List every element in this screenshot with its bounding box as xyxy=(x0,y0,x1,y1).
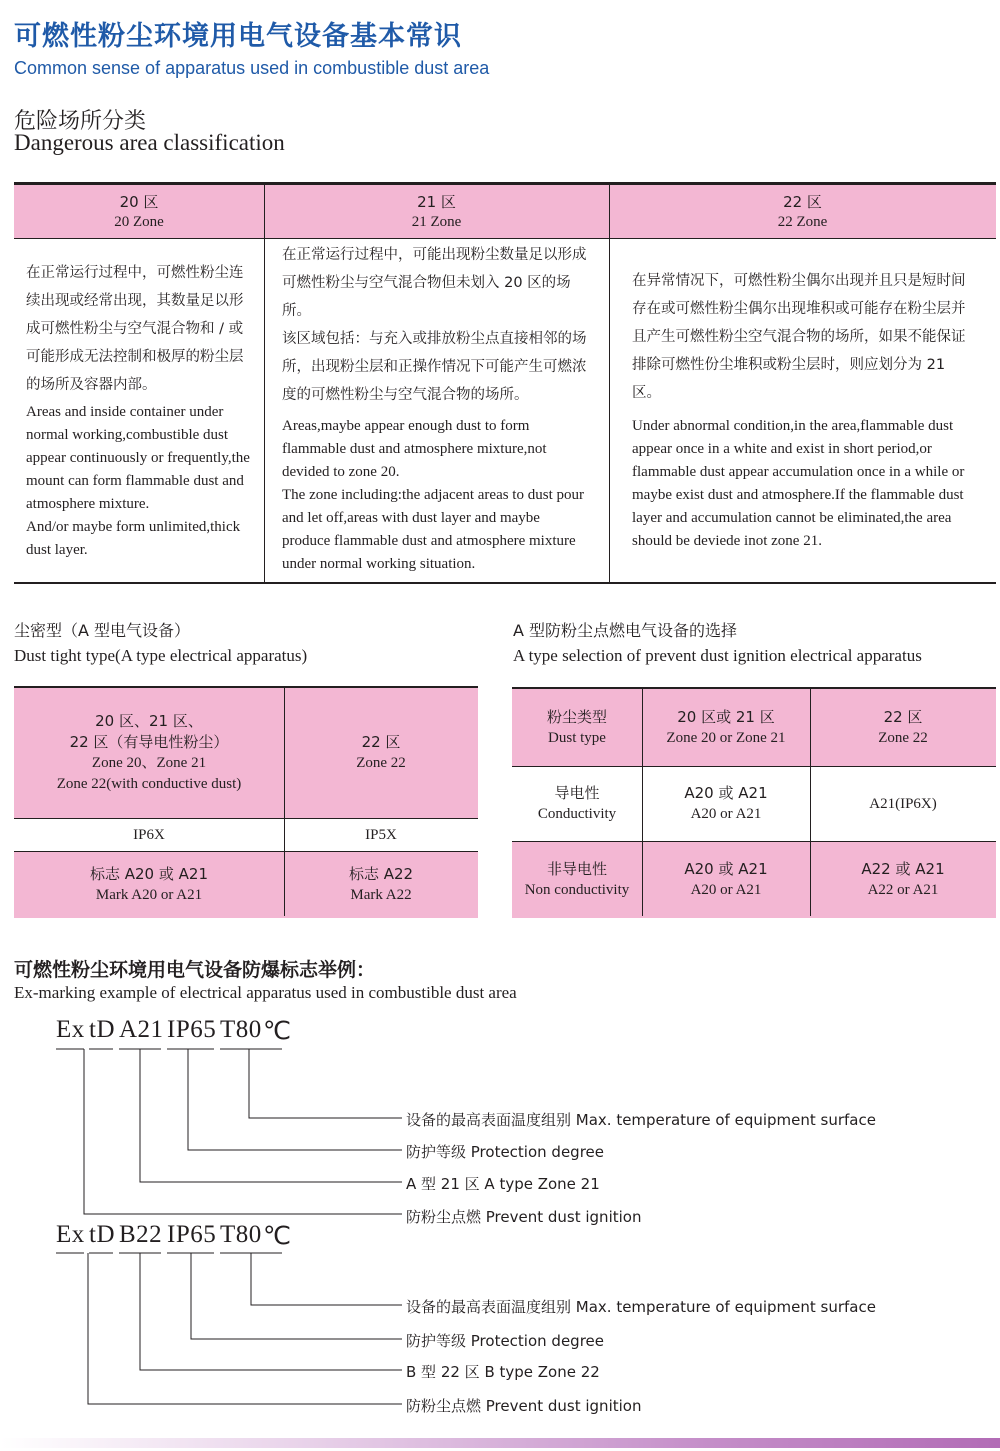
zone-21-desc-en2: The zone including:the adjacent areas to dust pour and let off,areas with dust layer and maybe produce flammable dust and atmosphere mixture under normal working situation. xyxy=(282,487,584,572)
ex1-type-zone: A21 xyxy=(119,1016,164,1043)
zone-20-desc-zh: 在正常运行过程中，可燃性粉尘连续出现或经常出现，其数量足以形成可燃性粉尘与空气混合物和 / 或可能形成无法控制和极厚的粉尘层的场所及容器内部。 xyxy=(26,265,244,393)
ex2-degree: ℃ xyxy=(263,1223,292,1250)
row2-en: Non conductivity xyxy=(524,882,630,898)
zone-20-label-zh: 20 区 xyxy=(119,192,159,211)
col2-ip: IP5X xyxy=(365,826,397,843)
ex1-degree: ℃ xyxy=(263,1018,292,1045)
col1-mark-en: Mark A20 or A21 xyxy=(95,887,203,903)
exmark-title-en: Ex-marking example of electrical apparatus used in combustible dust area xyxy=(14,983,517,1002)
col2-mark-en: Mark A22 xyxy=(350,887,412,903)
ex2-ip: IP65 xyxy=(167,1221,217,1248)
row2-c1-en: A20 or A21 xyxy=(690,882,762,898)
ex1-temp: T80 xyxy=(220,1016,262,1043)
ex1-legend-prevent: 防粉尘点燃 Prevent dust ignition xyxy=(406,1208,642,1226)
page-subtitle: Common sense of apparatus used in combustible dust area xyxy=(14,58,490,78)
zone-22-desc-en: Under abnormal condition,in the area,flammable dust appear once in a white and exist in short period,or flammable dust appear accumulation once in a while or maybe exist dust and atmosphere.If the flammable dust layer and accumulation cannot be eliminated,the area should be deviede inot zone 21. xyxy=(632,418,965,549)
col2-mark-zh: 标志 A22 xyxy=(348,865,414,883)
ex1-ex: Ex xyxy=(56,1016,85,1043)
row2-c1-zh: A20 或 A21 xyxy=(684,860,768,878)
ex2-legend-temp: 设备的最高表面温度组别 Max. temperature of equipment surface xyxy=(406,1298,876,1316)
col1-ip: IP6X xyxy=(133,826,165,843)
selection-title-zh: A 型防粉尘点燃电气设备的选择 xyxy=(513,621,738,640)
col1-mark-zh: 标志 A20 或 A21 xyxy=(89,865,208,883)
classification-title-en: Dangerous area classification xyxy=(14,130,285,155)
row1-en: Conductivity xyxy=(537,806,617,822)
zone-22-label-en: 22 Zone xyxy=(777,213,828,230)
row1-zh: 导电性 xyxy=(554,784,600,802)
col1-head-en1: Zone 20、Zone 21 xyxy=(91,755,207,771)
head-zone-20-21-en: Zone 20 or Zone 21 xyxy=(666,729,786,746)
row2-zh: 非导电性 xyxy=(546,860,607,878)
zone-20-label-en: 20 Zone xyxy=(114,213,164,230)
row-conductivity-zone22: A21(IP6X) xyxy=(869,795,937,812)
zone-21-desc-zh: 在正常运行过程中，可能出现粉尘数量足以形成可燃性粉尘与空气混合物但未划入 20 区的场所。 xyxy=(282,247,587,319)
classification-title-zh: 危险场所分类 xyxy=(14,109,147,134)
head-zone-22-en: Zone 22 xyxy=(878,729,928,746)
footer-gradient-bar xyxy=(0,1438,1000,1448)
ex1-legend-temp: 设备的最高表面温度组别 Max. temperature of equipment surface xyxy=(406,1111,876,1129)
head-dust-type-zh: 粉尘类型 xyxy=(546,707,607,726)
ex1-legend-protection: 防护等级 Protection degree xyxy=(406,1143,604,1161)
row2-c2-en: A22 or A21 xyxy=(867,882,939,898)
row2-c2-zh: A22 或 A21 xyxy=(861,860,945,878)
zone-21-desc-zh2: 该区域包括：与充入或排放粉尘点直接相邻的场所，出现粉尘层和正操作情况下可能产生可燃浓度的可燃性粉尘与空气混合物的场所。 xyxy=(282,331,587,403)
ex2-legend-protection: 防护等级 Protection degree xyxy=(406,1332,604,1350)
ex1-td: tD xyxy=(89,1016,115,1043)
page-title: 可燃性粉尘环境用电气设备基本常识 xyxy=(14,21,462,52)
dust-tight-title-zh: 尘密型（A 型电气设备） xyxy=(14,621,191,640)
row1-c1-en: A20 or A21 xyxy=(690,806,762,822)
zone-22-label-zh: 22 区 xyxy=(783,192,822,211)
head-zone-22-zh: 22 区 xyxy=(883,707,923,726)
col1-head-zh1: 20 区、21 区、 xyxy=(95,712,203,730)
head-zone-20-21-zh: 20 区或 21 区 xyxy=(677,707,775,726)
zone-21-desc-en: Areas,maybe appear enough dust to form flammable dust and atmosphere mixture,not devided to zone 20. xyxy=(282,418,547,480)
col1-head-en2: Zone 22(with conductive dust) xyxy=(56,776,242,792)
ex2-temp: T80 xyxy=(220,1221,262,1248)
ex2-type-zone: B22 xyxy=(119,1221,163,1248)
ex2-legend-type: B 型 22 区 B type Zone 22 xyxy=(406,1363,600,1381)
ex2-td: tD xyxy=(89,1221,115,1248)
col2-head-en: Zone 22 xyxy=(356,755,406,771)
head-dust-type-en: Dust type xyxy=(548,729,606,746)
zone-21-label-zh: 21 区 xyxy=(417,192,456,211)
ex2-legend-prevent: 防粉尘点燃 Prevent dust ignition xyxy=(406,1397,642,1415)
ex2-ex: Ex xyxy=(56,1221,85,1248)
zone-22-desc-zh: 在异常情况下，可燃性粉尘偶尔出现并且只是短时间存在或可燃性粉尘偶尔出现堆积或可能存在粉尘层并且产生可燃性粉尘空气混合物的场所，如果不能保证排除可燃性份尘堆积或粉尘层时，则应划分为 21 区。 xyxy=(632,273,966,401)
zone-20-desc-en2: And/or maybe form unlimited,thick dust layer. xyxy=(26,519,241,558)
selection-title-en: A type selection of prevent dust ignition electrical apparatus xyxy=(513,646,922,665)
ex1-legend-type: A 型 21 区 A type Zone 21 xyxy=(406,1175,600,1193)
col1-head-zh2: 22 区（有导电性粉尘） xyxy=(69,733,229,751)
zone-20-desc-en: Areas and inside container under normal working,combustible dust appear continuously or frequently,the mount can form flammable dust and atmosphere mixture. xyxy=(26,404,250,512)
row1-c1-zh: A20 或 A21 xyxy=(684,784,768,802)
dust-tight-title-en: Dust tight type(A type electrical apparatus) xyxy=(14,646,308,665)
exmark-title-zh: 可燃性粉尘环境用电气设备防爆标志举例： xyxy=(14,959,376,981)
ex1-ip: IP65 xyxy=(167,1016,217,1043)
zone-21-label-en: 21 Zone xyxy=(411,213,462,230)
col2-head-zh: 22 区 xyxy=(361,733,401,751)
